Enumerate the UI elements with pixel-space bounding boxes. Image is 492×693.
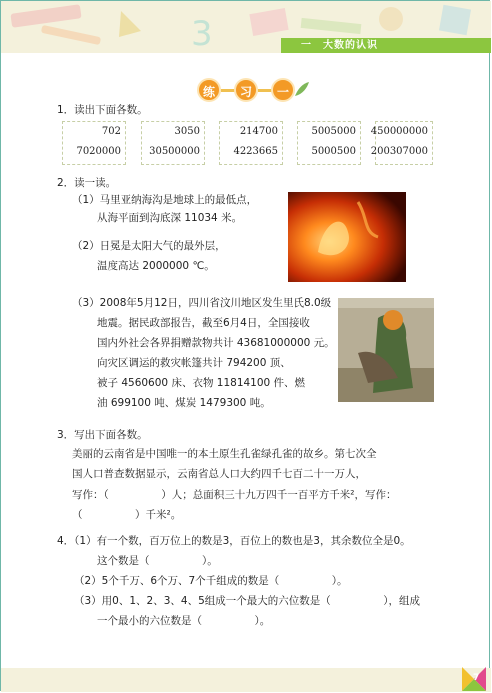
q4-line5: 一个最小的六位数是（ ）。 [97, 615, 271, 627]
page-footer [1, 668, 491, 692]
number-value: 5000500 [311, 146, 356, 157]
exercise-title-char-3: 一 [271, 78, 295, 102]
q2-item3-line6: 油 699100 吨、煤炭 1479300 吨。 [97, 397, 271, 409]
page-header [1, 1, 491, 53]
number-value: 7020000 [76, 146, 121, 157]
exercise-title [197, 78, 307, 102]
q4-line4: （3）用0、1、2、3、4、5组成一个最大的六位数是（ ），组成 [74, 595, 421, 607]
q3-line3: 写作：（ ）人；总面积三十九万四千一百平方千米²，写作： [72, 489, 397, 501]
number-value: 702 [101, 126, 121, 137]
number-box [297, 121, 361, 165]
number-value: 200307000 [370, 146, 428, 157]
q2-item2-line2: 温度高达 2000000 ℃。 [97, 260, 215, 272]
exercise-title-char-2: 习 [234, 78, 258, 102]
q2-item2-line1: （2）日冕是太阳大气的最外层， [72, 240, 226, 252]
number-value: 214700 [239, 126, 278, 137]
q4-line1: 4．（1）有一个数，百万位上的数是3，百位上的数也是3，其余数位全是0。 [57, 535, 411, 547]
q2-item1-line1: （1）马里亚纳海沟是地球上的最低点， [72, 194, 258, 206]
title-dash [258, 89, 272, 92]
q4-line3: （2）5个千万、6个万、7个千组成的数是（ ）。 [74, 575, 348, 587]
page-number: 7 [473, 673, 480, 683]
number-value: 450000000 [370, 126, 428, 137]
number-box [141, 121, 205, 165]
number-value: 3050 [174, 126, 200, 137]
q1-prompt: 1．读出下面各数。 [57, 104, 148, 116]
svg-text:3: 3 [191, 14, 213, 53]
earthquake-rescue-photo [338, 298, 434, 402]
number-box [219, 121, 283, 165]
exercise-title-char-1: 练 [197, 78, 221, 102]
section-banner [281, 38, 491, 53]
number-value: 30500000 [149, 146, 200, 157]
q3-line1: 美丽的云南省是中国唯一的本土原生孔雀绿孔雀的故乡。第七次全 [72, 448, 377, 460]
number-box [370, 121, 433, 165]
q3-line2: 国人口普查数据显示，云南省总人口大约四千七百二十一万人， [72, 468, 366, 480]
q4-line2: 这个数是（ ）。 [97, 555, 218, 567]
q2-item1-line2: 从海平面到沟底深 11034 米。 [97, 212, 243, 224]
q2-item3-line2: 地震。据民政部报告，截至6月4日，全国接收 [97, 317, 310, 329]
number-value: 5005000 [311, 126, 356, 137]
q3-line4: （ ）千米²。 [72, 509, 182, 521]
earthquake-rescue-image [338, 298, 434, 402]
number-box [62, 121, 126, 165]
page-number-badge [462, 667, 486, 691]
sun-corona-photo [288, 192, 406, 282]
q2-item3-line3: 国内外社会各界捐赠款物共计 43681000000 元。 [97, 337, 335, 349]
sun-corona-image [288, 192, 406, 282]
q2-item3-line4: 向灾区调运的救灾帐篷共计 794200 顶、 [97, 357, 291, 369]
title-dash [221, 89, 235, 92]
leaf-icon [293, 80, 311, 98]
q3-prompt: 3．写出下面各数。 [57, 429, 148, 441]
number-value: 4223665 [233, 146, 278, 157]
section-title: 一 大数的认识 [301, 40, 378, 51]
q2-item3-line1: （3）2008年5月12日，四川省汶川地区发生里氏8.0级 [72, 297, 332, 309]
q2-prompt: 2．读一读。 [57, 177, 117, 189]
q2-item3-line5: 被子 4560600 床、衣物 11814100 件、燃 [97, 377, 306, 389]
